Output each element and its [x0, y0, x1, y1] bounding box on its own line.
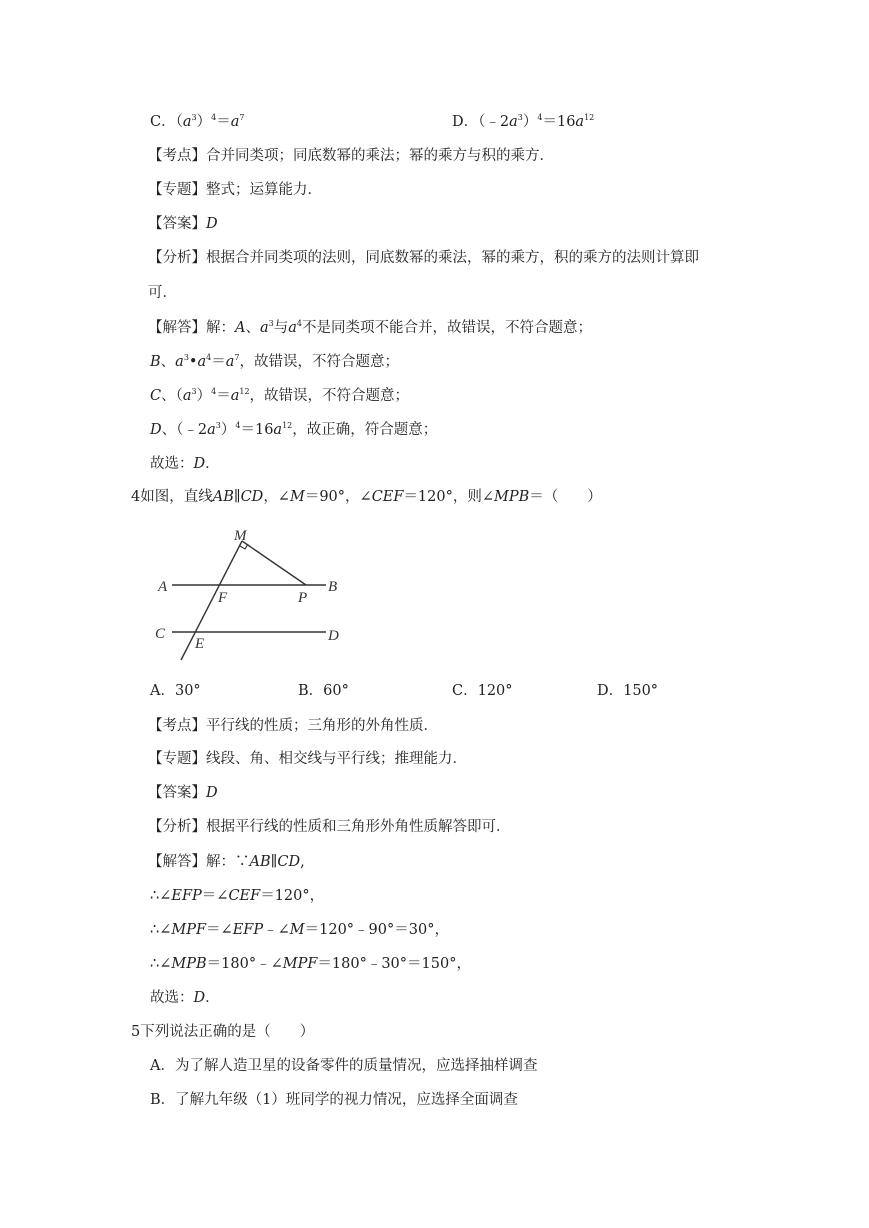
q4-option-c: C．120° — [452, 683, 513, 699]
q4-jieda-line3: ∴∠MPF＝∠EFP﹣∠M＝120°﹣90°＝30°， — [150, 922, 449, 938]
q4-option-a: A．30° — [150, 683, 201, 699]
label-d: D — [328, 628, 339, 644]
line-me — [181, 541, 242, 660]
q3-zhuanti: 【专题】整式；运算能力． — [148, 182, 322, 198]
q3-jieda-line1: 【解答】解：A、$a^3$与$a^4$不是同类项不能合并，故错误，不符合题意； — [148, 319, 592, 336]
q3-jieda-line5: 故选：D． — [150, 456, 220, 472]
label-p: P — [298, 590, 308, 606]
q5-option-a: A．为了解人造卫星的设备零件的质量情况，应选择抽样调查 — [150, 1058, 538, 1074]
q3-jieda-line3: C、$(a^3)^4=a^{12}$，故错误，不符合题意； — [150, 387, 410, 404]
label-a: A — [158, 579, 168, 595]
q4-jieda-line5: 故选：D． — [150, 990, 220, 1006]
label-b: B — [328, 579, 338, 595]
q4-kaodian: 【考点】平行线的性质；三角形的外角性质． — [148, 718, 438, 734]
q4-option-d: D．150° — [597, 683, 659, 699]
q3-kaodian: 【考点】合并同类项；同底数幂的乘法；幂的乘方与积的乘方． — [148, 148, 554, 164]
label-m: M — [234, 528, 247, 544]
q5-stem: 5下列说法正确的是（ ） — [131, 1024, 315, 1040]
q4-stem: 4如图，直线AB∥CD，∠M＝90°，∠CEF＝120°，则∠MPB＝（ ） — [131, 489, 602, 505]
q4-jieda-line4: ∴∠MPB＝180°﹣∠MPF＝180°﹣30°＝150°， — [150, 956, 471, 972]
q3-daan: 【答案】D — [148, 216, 218, 232]
q3-option-d: D．$(﹣2a^3)^4=16a^{12}$ — [452, 113, 595, 130]
q5-option-b: B．了解九年级（1）班同学的视力情况，应选择全面调查 — [150, 1092, 518, 1108]
q3-jieda-line4: D、$(﹣2a^3)^4=16a^{12}$，故正确，符合题意； — [150, 421, 438, 438]
q4-jieda-line2: ∴∠EFP＝∠CEF＝120°， — [150, 888, 325, 904]
q3-jieda-line2: B、$a^3•a^4=a^7$，故错误，不符合题意； — [150, 353, 399, 370]
q4-daan: 【答案】D — [148, 785, 218, 801]
q4-geometry-figure — [150, 522, 350, 664]
label-f: F — [218, 590, 228, 606]
q4-jieda-line1: 【解答】解：∵AB∥CD, — [148, 854, 305, 870]
label-c: C — [155, 626, 166, 642]
label-e: E — [195, 636, 205, 652]
q3-option-c: C．$(a^3)^4=a^7$ — [150, 113, 245, 130]
q3-fenxi-cont: 可． — [148, 285, 177, 301]
line-mp — [242, 541, 306, 585]
q3-fenxi: 【分析】根据合并同类项的法则，同底数幂的乘法，幂的乘方，积的乘方的法则计算即 — [148, 250, 699, 266]
q4-option-b: B．60° — [298, 683, 349, 699]
q4-zhuanti: 【专题】线段、角、相交线与平行线；推理能力． — [148, 751, 467, 767]
q4-fenxi: 【分析】根据平行线的性质和三角形外角性质解答即可． — [148, 819, 511, 835]
